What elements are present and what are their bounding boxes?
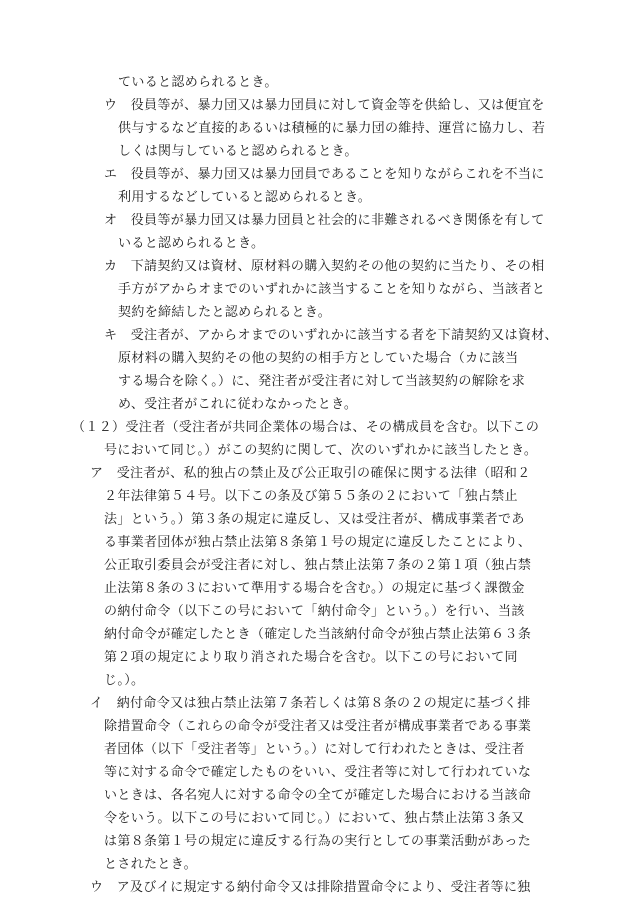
text-line: 除措置命令（これらの命令が受注者又は受注者が構成事業者である事業: [104, 719, 532, 734]
text-line: ア 受注者が、私的独占の禁止及び公正取引の確保に関する法律（昭和２: [90, 466, 531, 481]
text-line: 法」という。）第３条の規定に違反し、又は受注者が、構成事業者であ: [104, 512, 525, 527]
text-line: 号において同じ。）がこの契約に関して、次のいずれかに該当したとき。: [104, 443, 538, 458]
text-line: 利用するなどしていると認められるとき。: [118, 190, 372, 205]
text-line: イ 納付命令又は独占禁止法第７条若しくは第８条の２の規定に基づく排: [90, 696, 531, 711]
text-line: ウ 役員等が、暴力団又は暴力団員に対して資金等を供給し、又は便宜を: [104, 98, 545, 113]
text-line: 等に対する命令で確定したものをいい、受注者等に対して行われていな: [104, 765, 532, 780]
text-line: いときは、各名宛人に対する命令の全てが確定した場合における当該命: [104, 788, 532, 803]
text-line: の納付命令（以下この号において「納付命令」という。）を行い、当該: [104, 604, 525, 619]
text-line: エ 役員等が、暴力団又は暴力団員であることを知りながらこれを不当に: [104, 167, 545, 182]
text-line: する場合を除く。）に、発注者が受注者に対して当該契約の解除を求: [118, 374, 526, 389]
text-line: とされたとき。: [104, 857, 197, 872]
text-line: （１２）受注者（受注者が共同企業体の場合は、その構成員を含む。以下この: [72, 420, 540, 435]
text-line: ていると認められるとき。: [118, 75, 278, 90]
text-line: 契約を締結したと認められるとき。: [118, 305, 332, 320]
text-line: じ。）。: [104, 673, 145, 688]
text-line: 第２項の規定により取り消された場合を含む。以下この号において同: [104, 650, 518, 665]
text-line: め、受注者がこれに従わなかったとき。: [118, 397, 358, 412]
text-line: カ 下請契約又は資材、原材料の購入契約その他の契約に当たり、その相: [104, 259, 545, 274]
text-line: は第８条第１号の規定に違反する行為の実行としての事業活動があった: [104, 834, 532, 849]
text-line: 者団体（以下「受注者等」という。）に対して行われたときは、受注者: [104, 742, 525, 757]
text-line: しくは関与していると認められるとき。: [118, 144, 358, 159]
text-line: 公正取引委員会が受注者に対し、独占禁止法第７条の２第１項（独占禁: [104, 558, 532, 573]
text-line: 原材料の購入契約その他の契約の相手方としていた場合（カに該当: [118, 351, 519, 366]
text-line: 令をいう。以下この号において同じ。）において、独占禁止法第３条又: [104, 811, 525, 826]
text-line: キ 受注者が、アからオまでのいずれかに該当する者を下請契約又は資材、: [104, 328, 558, 343]
text-line: 止法第８条の３において準用する場合を含む。）の規定に基づく課徴金: [104, 581, 525, 596]
text-line: 納付命令が確定したとき（確定した当該納付命令が独占禁止法第６３条: [104, 627, 532, 642]
text-line: 手方がアからオまでのいずれかに該当することを知りながら、当該者と: [118, 282, 546, 297]
text-line: いると認められるとき。: [118, 236, 265, 251]
text-line: 供与するなど直接的あるいは積極的に暴力団の維持、運営に協力し、若: [118, 121, 546, 136]
text-line: ２年法律第５４号。以下この条及び第５５条の２において「独占禁止: [104, 489, 518, 504]
text-line: る事業者団体が独占禁止法第８条第１号の規定に違反したことにより、: [104, 535, 532, 550]
text-line: オ 役員等が暴力団又は暴力団員と社会的に非難されるべき関係を有して: [104, 213, 545, 228]
text-line: ウ ア及びイに規定する納付命令又は排除措置命令により、受注者等に独: [90, 880, 531, 895]
